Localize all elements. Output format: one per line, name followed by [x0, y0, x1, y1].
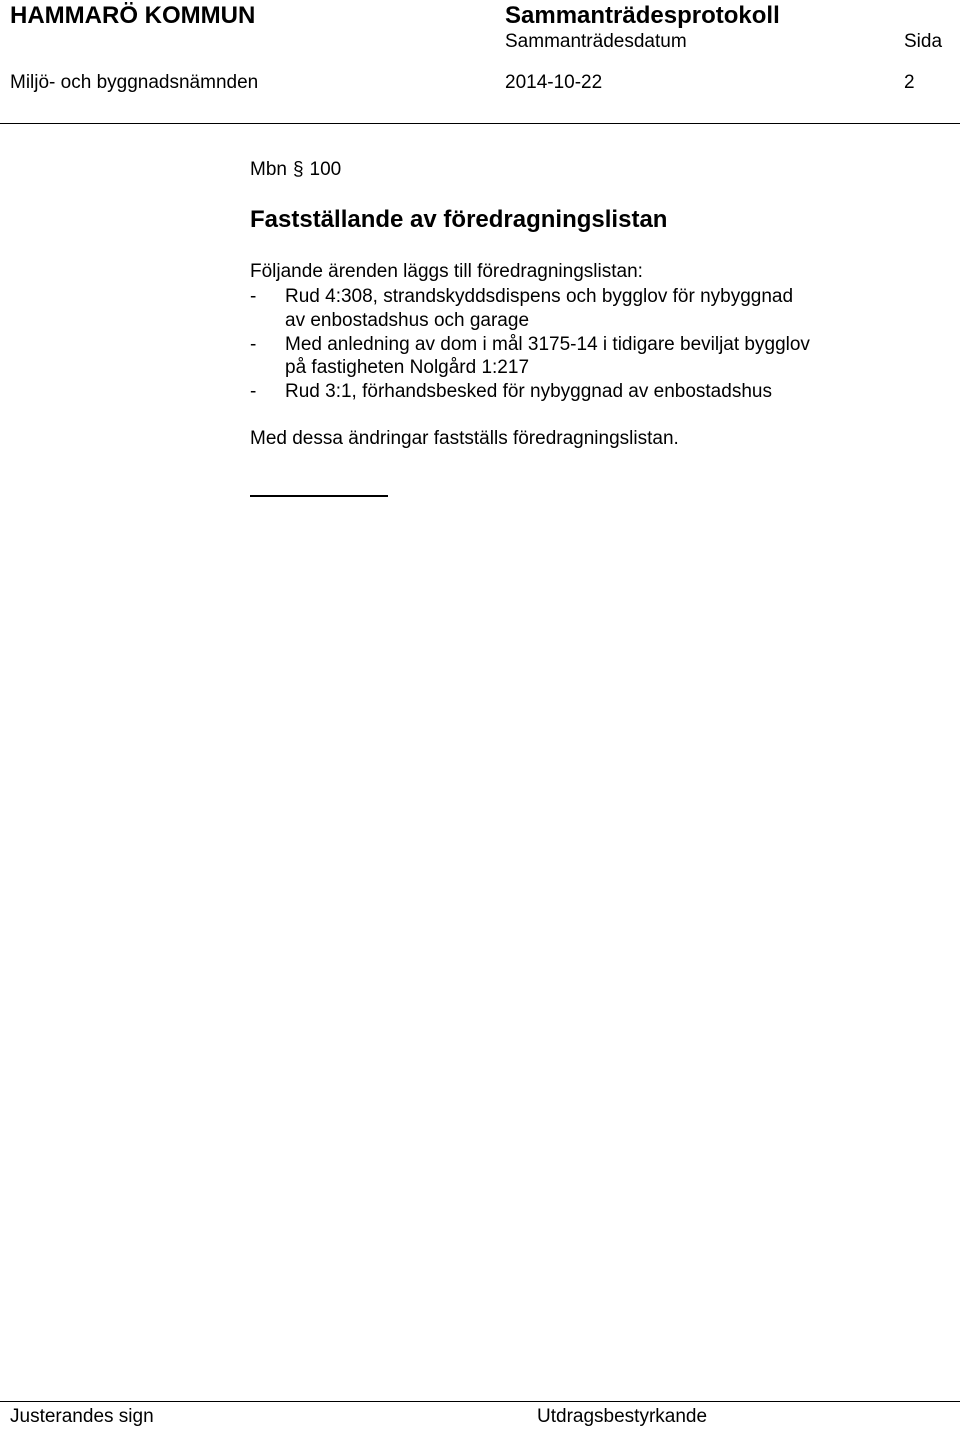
list-item-line: Rud 3:1, förhandsbesked för nybyggnad av enbostadshus: [285, 381, 772, 403]
list-dash: -: [250, 381, 257, 403]
list-item: [250, 333, 810, 381]
list-item-text: [285, 285, 793, 333]
paragraph-reference: [250, 159, 341, 181]
list-item: [250, 380, 810, 404]
organization-name: HAMMARÖ KOMMUN: [10, 2, 256, 29]
paragraph-number: 100: [309, 159, 342, 180]
list-dash: -: [250, 333, 257, 355]
page-label: Sida: [904, 31, 943, 52]
footer-divider: [0, 1401, 960, 1402]
board-name: Miljö- och byggnadsnämnden: [10, 72, 259, 93]
section-symbol: §: [292, 159, 304, 180]
list-item-text: [285, 333, 810, 381]
agenda-additions-list: [250, 285, 810, 404]
list-item-line: Rud 4:308, strandskyddsdispens och bygglov för nybyggnad: [285, 286, 794, 307]
section-title: Fastställande av föredragningslistan: [250, 206, 668, 233]
list-item-line: på fastigheten Nolgård 1:217: [285, 357, 530, 379]
header-divider: [0, 123, 960, 124]
intro-text: Följande ärenden läggs till föredragningslistan:: [250, 261, 643, 282]
list-dash: -: [250, 286, 257, 307]
meeting-date-label: Sammanträdesdatum: [505, 31, 687, 52]
page-number: 2: [904, 72, 915, 93]
meeting-date: 2014-10-22: [505, 72, 603, 93]
list-item: [250, 285, 810, 333]
document-type: Sammanträdesprotokoll: [505, 2, 780, 29]
paragraph-prefix: Mbn: [250, 159, 287, 180]
list-item-text: [285, 380, 772, 404]
list-item-line: av enbostadshus och garage: [285, 309, 530, 331]
footer-sign-label: Justerandes sign: [10, 1406, 154, 1427]
list-item-line: Med anledning av dom i mål 3175-14 i tidigare beviljat bygglov: [285, 333, 810, 355]
section-end-line: [250, 495, 388, 497]
conclusion-text: Med dessa ändringar fastställs föredragningslistan.: [250, 428, 679, 449]
footer-extract-label: Utdragsbestyrkande: [537, 1406, 708, 1427]
